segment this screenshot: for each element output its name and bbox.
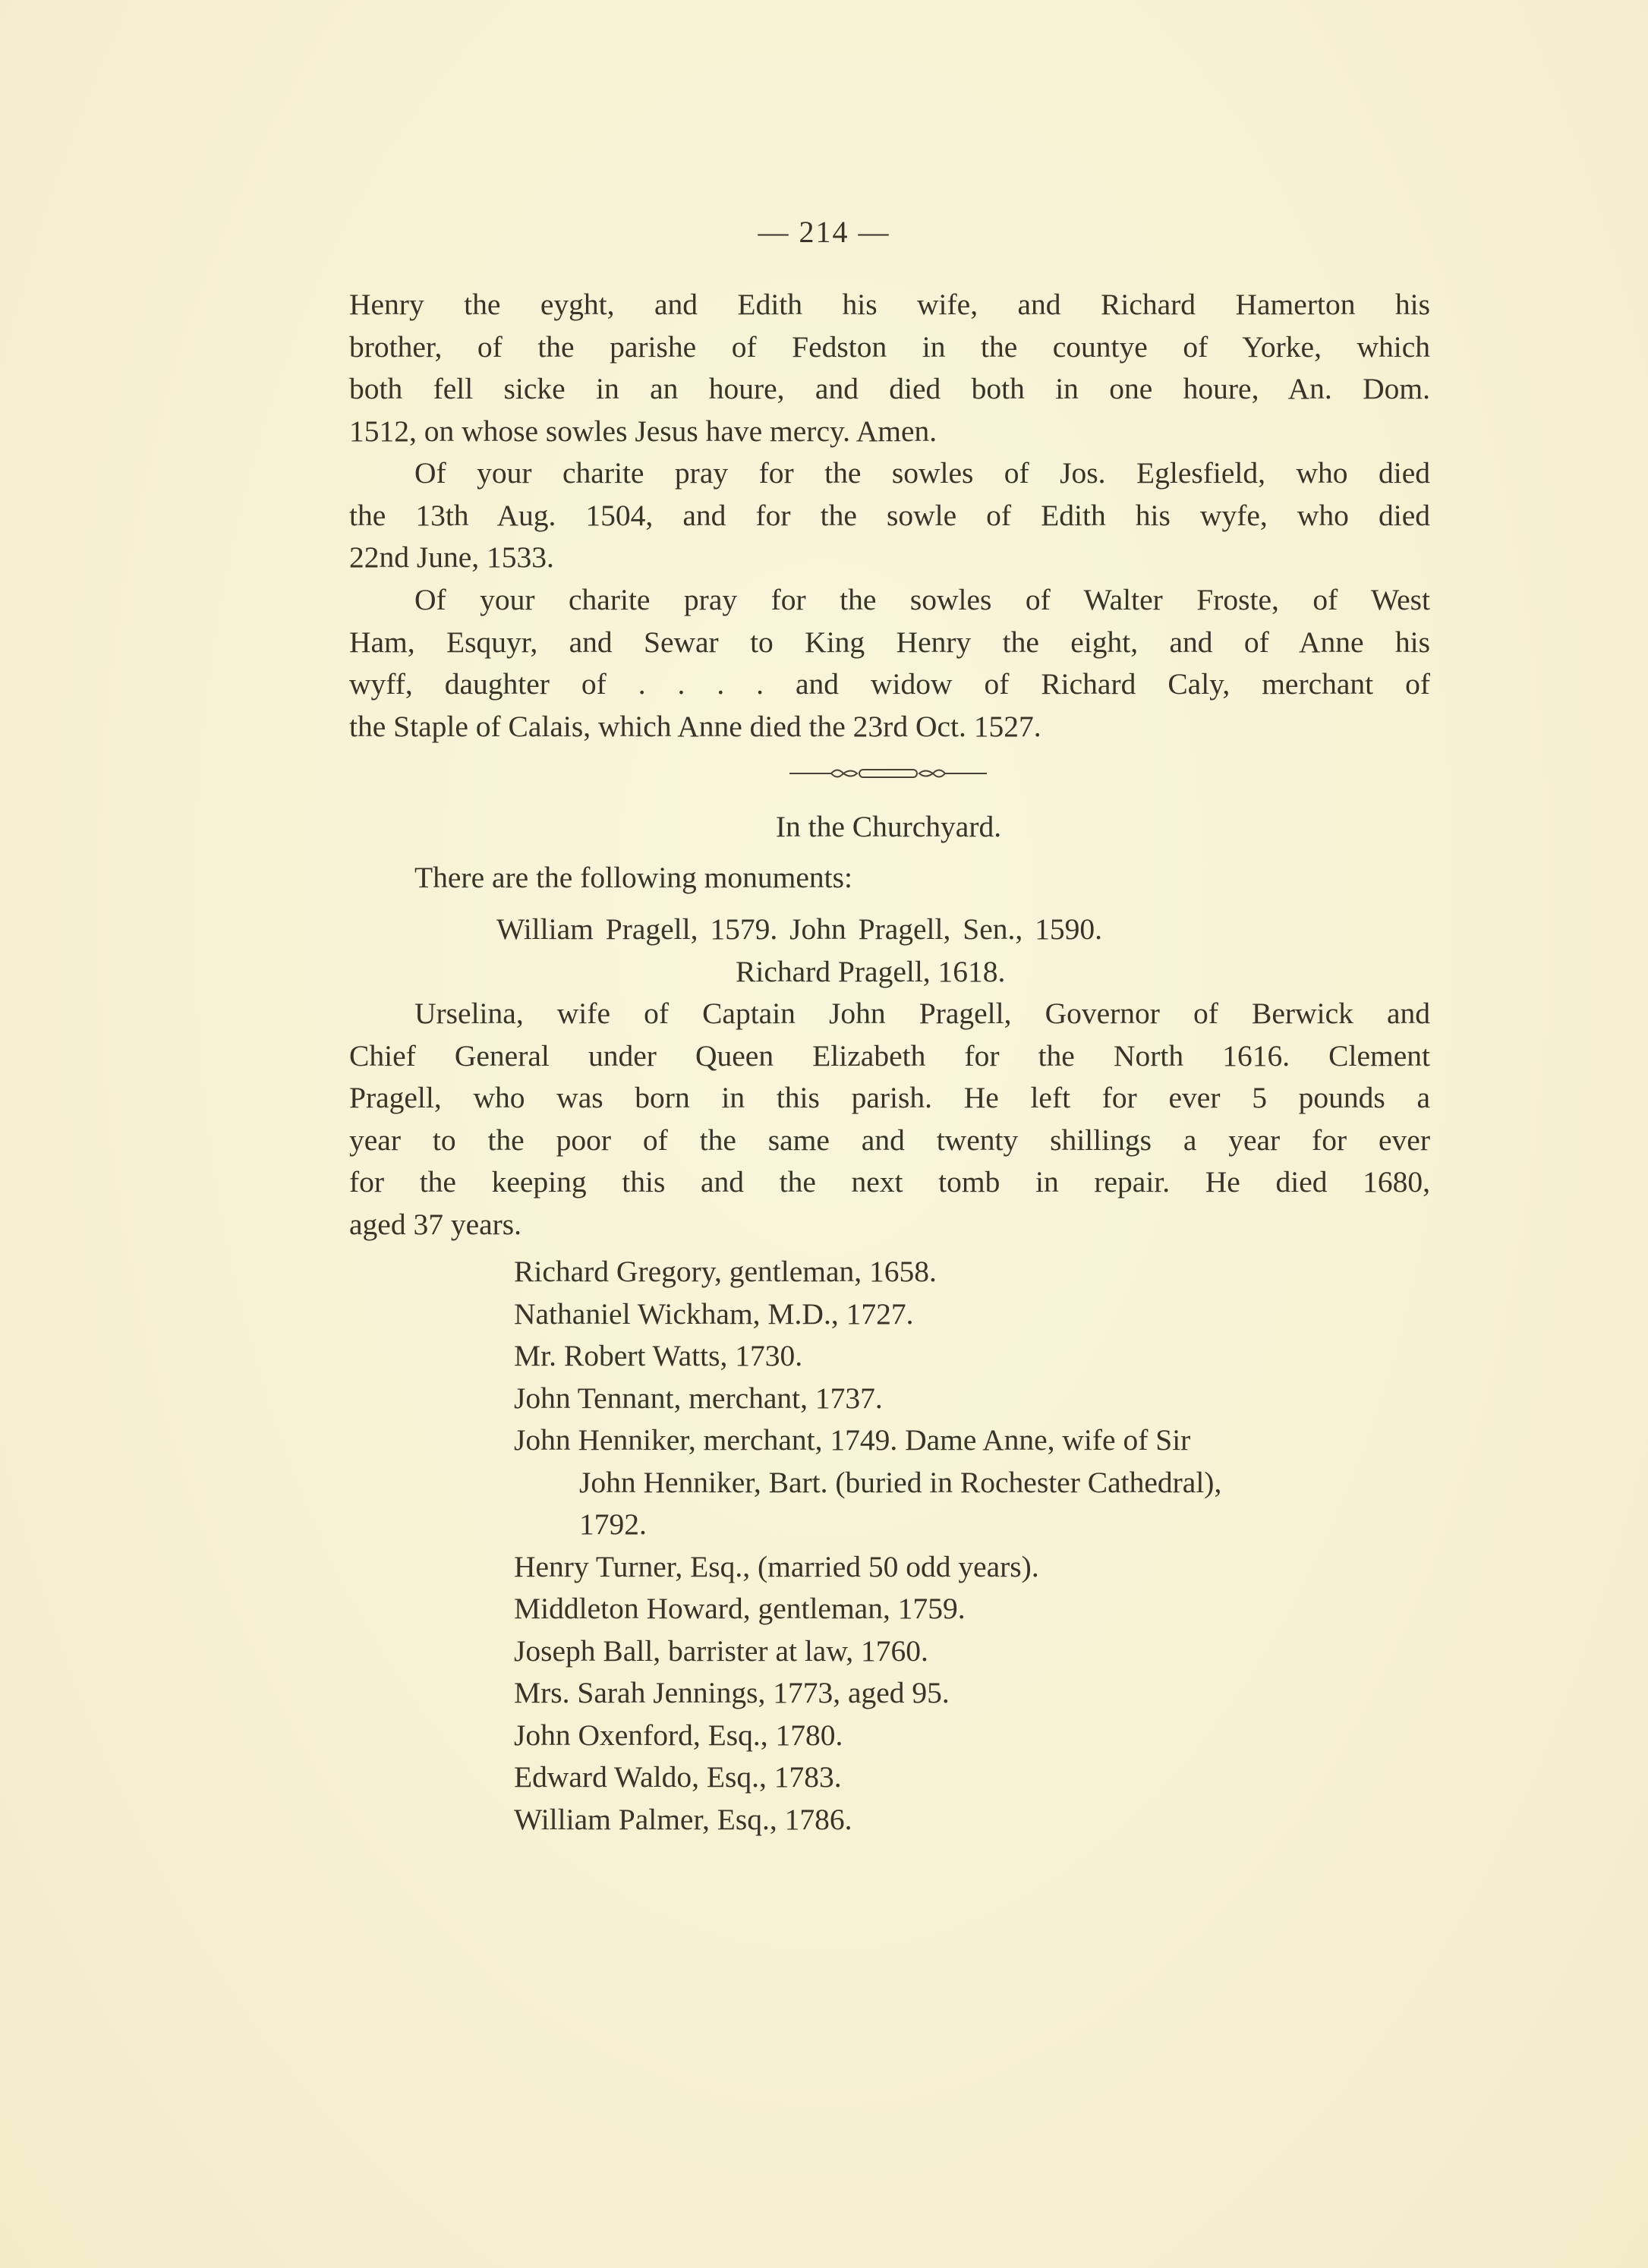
- list-item: Richard Gregory, gentleman, 1658.: [514, 1255, 937, 1288]
- list-item: Mrs. Sarah Jennings, 1773, aged 95.: [514, 1676, 950, 1709]
- list-item: Middleton Howard, gentleman, 1759.: [514, 1592, 966, 1625]
- pragell-line-2: Richard Pragell, 1618.: [736, 955, 1006, 988]
- monument-list: [514, 1251, 1221, 1841]
- list-item: William Palmer, Esq., 1786.: [514, 1802, 852, 1836]
- text-line: both fell sicke in an houre, and died both in one houre, An. Dom.: [349, 372, 1430, 405]
- text-line: 22nd June, 1533.: [349, 540, 554, 574]
- list-item: John Tennant, merchant, 1737.: [514, 1381, 883, 1415]
- urselina-paragraph: [349, 993, 1430, 1246]
- list-item: Joseph Ball, barrister at law, 1760.: [514, 1633, 928, 1668]
- text-line: Henry the eyght, and Edith his wife, and Richard Hamerton his: [349, 288, 1430, 321]
- text-line: brother, of the parishe of Fedston in the countye of Yorke, which: [349, 329, 1430, 364]
- text-line: Pragell, who was born in this parish. He left for ever 5 pounds a: [349, 1081, 1430, 1114]
- page-number: — 214 —: [758, 215, 890, 249]
- list-item: Edward Waldo, Esq., 1783.: [514, 1760, 842, 1794]
- text-line: for the keeping this and the next tomb in repair. He died 1680,: [349, 1165, 1430, 1199]
- text-line: year to the poor of the same and twenty shillings a year for ever: [349, 1123, 1430, 1157]
- text-line: the Staple of Calais, which Anne died the 23rd Oct. 1527.: [349, 709, 1041, 743]
- list-item: John Henniker, Bart. (buried in Rochester Cathedral),: [579, 1465, 1222, 1499]
- text-line: Urselina, wife of Captain John Pragell, Governor of Berwick and: [414, 997, 1430, 1030]
- text-line: the 13th Aug. 1504, and for the sowle of Edith his wyfe, who died: [349, 498, 1430, 532]
- list-item: Henry Turner, Esq., (married 50 odd years).: [514, 1549, 1039, 1583]
- intro-paragraph: [349, 284, 1430, 452]
- text-line: 1512, on whose sowles Jesus have mercy. Amen.: [349, 414, 937, 448]
- list-item: John Henniker, merchant, 1749. Dame Anne, wife of Sir: [514, 1423, 1191, 1457]
- pragell-line-1: William Pragell, 1579. John Pragell, Sen., 1590.: [496, 912, 1102, 946]
- list-item: Nathaniel Wickham, M.D., 1727.: [514, 1296, 914, 1331]
- text-line: Of your charite pray for the sowles of Walter Froste, of West: [414, 583, 1430, 616]
- eglesfield-paragraph: [349, 452, 1430, 579]
- section-heading: In the Churchyard.: [775, 810, 1002, 843]
- text-line: aged 37 years.: [349, 1207, 522, 1241]
- monuments-intro: There are the following monuments:: [414, 861, 852, 894]
- text-line: wyff, daughter of . . . . and widow of Richard Caly, merchant of: [349, 667, 1430, 701]
- ornament-divider-icon: [789, 762, 987, 785]
- list-item: Mr. Robert Watts, 1730.: [514, 1339, 803, 1372]
- list-item: 1792.: [579, 1507, 647, 1541]
- text-line: Of your charite pray for the sowles of Jos. Eglesfield, who died: [414, 456, 1430, 490]
- text-line: Chief General under Queen Elizabeth for the North 1616. Clement: [349, 1038, 1430, 1073]
- list-item: John Oxenford, Esq., 1780.: [514, 1718, 843, 1752]
- froste-paragraph: [349, 579, 1430, 748]
- text-line: Ham, Esquyr, and Sewar to King Henry the eight, and of Anne his: [349, 625, 1430, 659]
